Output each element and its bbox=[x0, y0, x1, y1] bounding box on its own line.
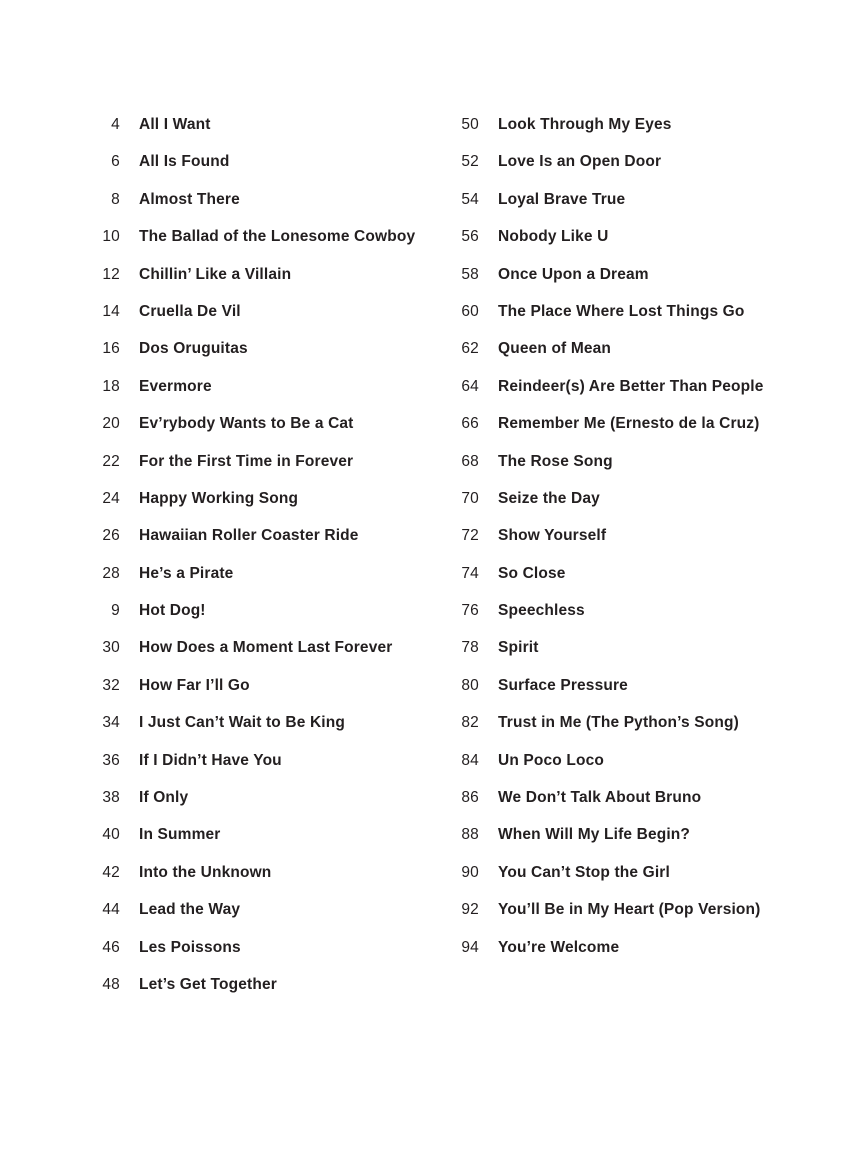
contents-entry bbox=[90, 228, 440, 265]
contents-entry bbox=[90, 789, 440, 826]
song-title: Almost There bbox=[139, 190, 240, 208]
contents-right-column bbox=[448, 116, 828, 976]
page-number: 50 bbox=[461, 116, 479, 133]
song-title: Chillin’ Like a Villain bbox=[139, 265, 292, 283]
contents-entry bbox=[448, 490, 828, 527]
page-number: 58 bbox=[461, 265, 479, 283]
page-number: 90 bbox=[461, 863, 479, 881]
contents-entry bbox=[90, 153, 440, 190]
song-title: The Place Where Lost Things Go bbox=[498, 302, 745, 320]
contents-entry bbox=[448, 116, 828, 153]
page-number: 70 bbox=[461, 489, 479, 507]
contents-entry bbox=[90, 415, 440, 452]
contents-entry bbox=[90, 378, 440, 415]
page-number: 94 bbox=[461, 938, 479, 956]
page-number: 44 bbox=[102, 901, 120, 919]
song-title: Surface Pressure bbox=[498, 676, 628, 694]
page-number: 40 bbox=[102, 826, 120, 844]
contents-entry bbox=[90, 826, 440, 863]
page-number: 8 bbox=[111, 190, 120, 208]
page-number: 60 bbox=[461, 302, 479, 320]
contents-entry bbox=[90, 639, 440, 676]
page-number: 62 bbox=[461, 340, 479, 358]
song-title: You’re Welcome bbox=[498, 938, 620, 956]
contents-entry bbox=[448, 153, 828, 190]
page-number: 32 bbox=[102, 676, 120, 694]
page-number: 9 bbox=[111, 602, 120, 620]
song-title: We Don’t Talk About Bruno bbox=[498, 789, 702, 807]
contents-entry bbox=[448, 939, 828, 976]
page-number: 36 bbox=[102, 751, 120, 769]
contents-entry bbox=[448, 266, 828, 303]
page-number: 86 bbox=[461, 789, 479, 807]
page-number: 4 bbox=[111, 116, 120, 133]
contents-entry bbox=[90, 752, 440, 789]
page-number: 64 bbox=[461, 377, 479, 395]
page-number: 34 bbox=[102, 714, 120, 732]
song-title: Trust in Me (The Python’s Song) bbox=[498, 714, 739, 732]
page-number: 84 bbox=[461, 751, 479, 769]
page-number: 12 bbox=[102, 265, 120, 283]
page-number: 54 bbox=[461, 190, 479, 208]
song-title: Love Is an Open Door bbox=[498, 153, 662, 171]
contents-entry bbox=[448, 191, 828, 228]
song-title: Reindeer(s) Are Better Than People bbox=[498, 377, 764, 395]
song-title: Remember Me (Ernesto de la Cruz) bbox=[498, 415, 760, 433]
song-title: The Rose Song bbox=[498, 452, 613, 470]
contents-entry bbox=[90, 490, 440, 527]
page-number: 80 bbox=[461, 676, 479, 694]
page-number: 68 bbox=[461, 452, 479, 470]
contents-entry bbox=[448, 415, 828, 452]
contents-entry bbox=[448, 527, 828, 564]
contents-entry bbox=[90, 939, 440, 976]
song-title: Hawaiian Roller Coaster Ride bbox=[139, 527, 359, 545]
song-title: For the First Time in Forever bbox=[139, 452, 354, 470]
song-title: You Can’t Stop the Girl bbox=[498, 863, 670, 881]
song-title: Queen of Mean bbox=[498, 340, 612, 358]
page-number: 74 bbox=[461, 564, 479, 582]
contents-entry bbox=[448, 714, 828, 751]
song-title: Cruella De Vil bbox=[139, 302, 241, 320]
contents-entry bbox=[448, 378, 828, 415]
song-title: All I Want bbox=[139, 116, 211, 133]
song-title: Show Yourself bbox=[498, 527, 607, 545]
contents-entry bbox=[448, 303, 828, 340]
contents-entry bbox=[448, 602, 828, 639]
song-title: He’s a Pirate bbox=[139, 564, 234, 582]
song-title: Once Upon a Dream bbox=[498, 265, 649, 283]
page-number: 14 bbox=[102, 302, 120, 320]
contents-entry bbox=[448, 340, 828, 377]
page-number: 56 bbox=[461, 228, 479, 246]
contents-entry bbox=[448, 826, 828, 863]
contents-entry bbox=[90, 714, 440, 751]
page-number: 78 bbox=[461, 639, 479, 657]
song-title: Loyal Brave True bbox=[498, 190, 626, 208]
song-title: Evermore bbox=[139, 377, 212, 395]
song-title: Look Through My Eyes bbox=[498, 116, 672, 133]
page-number: 42 bbox=[102, 863, 120, 881]
contents-entry bbox=[90, 303, 440, 340]
song-title: Let’s Get Together bbox=[139, 975, 277, 993]
contents-entry bbox=[90, 527, 440, 564]
song-title: If I Didn’t Have You bbox=[139, 751, 282, 769]
page-number: 46 bbox=[102, 938, 120, 956]
contents-entry bbox=[448, 901, 828, 938]
contents-entry bbox=[448, 677, 828, 714]
page-number: 38 bbox=[102, 789, 120, 807]
song-title: Into the Unknown bbox=[139, 863, 272, 881]
contents-entry bbox=[90, 266, 440, 303]
contents-entry bbox=[90, 453, 440, 490]
page-number: 20 bbox=[102, 415, 120, 433]
page-number: 28 bbox=[102, 564, 120, 582]
song-title: Les Poissons bbox=[139, 938, 241, 956]
song-title: In Summer bbox=[139, 826, 221, 844]
contents-entry bbox=[448, 639, 828, 676]
contents-entry bbox=[90, 340, 440, 377]
song-title: Un Poco Loco bbox=[498, 751, 604, 769]
song-title: Happy Working Song bbox=[139, 489, 299, 507]
contents-entry bbox=[90, 901, 440, 938]
contents-entry bbox=[448, 864, 828, 901]
page-number: 92 bbox=[461, 901, 479, 919]
contents-entry bbox=[448, 789, 828, 826]
page-number: 18 bbox=[102, 377, 120, 395]
song-title: Speechless bbox=[498, 602, 585, 620]
song-title: Lead the Way bbox=[139, 901, 241, 919]
song-title: Seize the Day bbox=[498, 489, 600, 507]
song-title: Dos Oruguitas bbox=[139, 340, 248, 358]
contents-entry bbox=[90, 116, 440, 153]
song-title: Nobody Like U bbox=[498, 228, 609, 246]
contents-left-column bbox=[90, 116, 440, 1013]
page-number: 66 bbox=[461, 415, 479, 433]
page-number: 82 bbox=[461, 714, 479, 732]
song-title: All Is Found bbox=[139, 153, 230, 171]
song-title: The Ballad of the Lonesome Cowboy bbox=[139, 228, 416, 246]
song-title: Ev’rybody Wants to Be a Cat bbox=[139, 415, 354, 433]
song-title: How Does a Moment Last Forever bbox=[139, 639, 393, 657]
song-title: You’ll Be in My Heart (Pop Version) bbox=[498, 901, 761, 919]
page-number: 88 bbox=[461, 826, 479, 844]
page-number: 76 bbox=[461, 602, 479, 620]
page-number: 48 bbox=[102, 975, 120, 993]
page-number: 72 bbox=[461, 527, 479, 545]
page-number: 24 bbox=[102, 489, 120, 507]
page-number: 30 bbox=[102, 639, 120, 657]
contents-entry bbox=[90, 191, 440, 228]
song-title: How Far I’ll Go bbox=[139, 676, 250, 694]
song-title: If Only bbox=[139, 789, 189, 807]
page-number: 22 bbox=[102, 452, 120, 470]
song-title: Spirit bbox=[498, 639, 539, 657]
page-number: 10 bbox=[102, 228, 120, 246]
contents-entry bbox=[90, 976, 440, 1013]
page-number: 26 bbox=[102, 527, 120, 545]
song-title: So Close bbox=[498, 564, 566, 582]
page-number: 16 bbox=[102, 340, 120, 358]
song-title: I Just Can’t Wait to Be King bbox=[139, 714, 345, 732]
contents-entry bbox=[448, 565, 828, 602]
page-number: 52 bbox=[461, 153, 479, 171]
contents-entry bbox=[90, 864, 440, 901]
contents-entry bbox=[448, 453, 828, 490]
contents-entry bbox=[448, 228, 828, 265]
contents-entry bbox=[90, 602, 440, 639]
contents-entry bbox=[90, 677, 440, 714]
contents-entry bbox=[90, 565, 440, 602]
contents-entry bbox=[448, 752, 828, 789]
song-title: When Will My Life Begin? bbox=[498, 826, 691, 844]
page-number: 6 bbox=[111, 153, 120, 171]
song-title: Hot Dog! bbox=[139, 602, 206, 620]
